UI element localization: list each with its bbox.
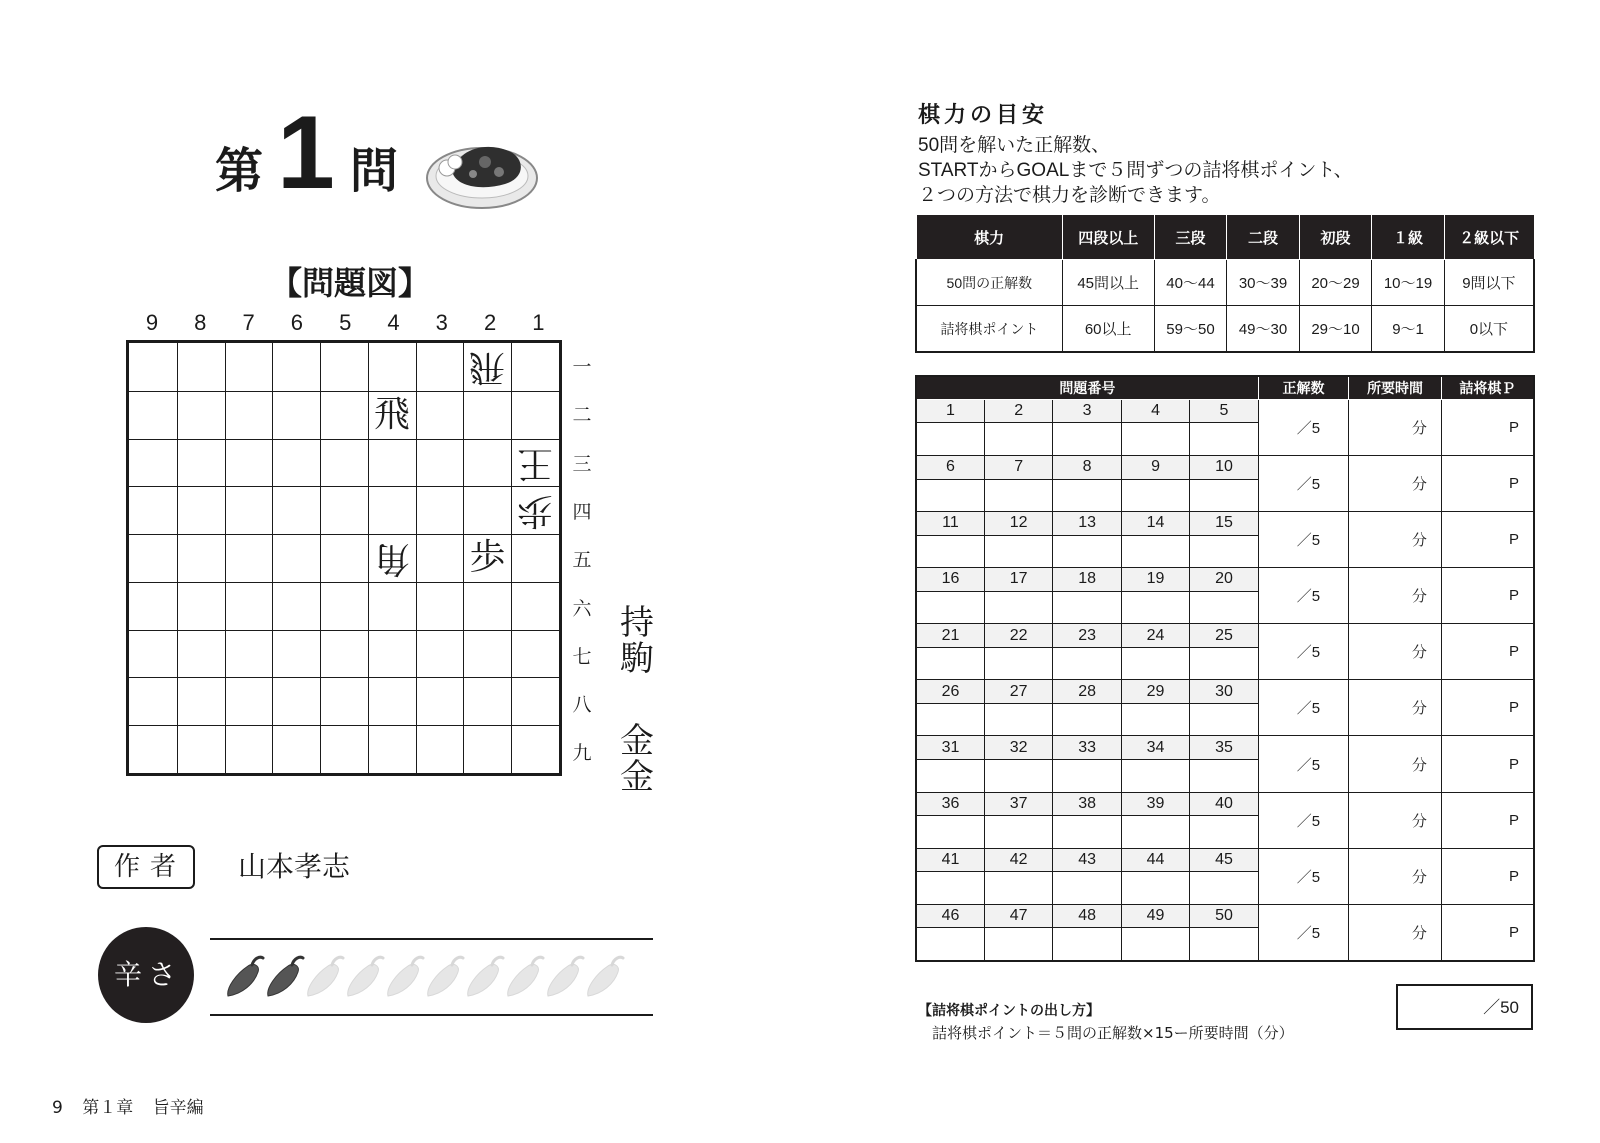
problem-number-cell: 33: [1053, 736, 1121, 759]
header-cell: 正解数: [1258, 376, 1349, 400]
answer-cell[interactable]: [1190, 928, 1258, 961]
problem-number-cell: 49: [1121, 904, 1189, 927]
answer-cell[interactable]: [1190, 759, 1258, 792]
answer-cell[interactable]: [1190, 591, 1258, 624]
problem-number-cell: 16: [916, 568, 984, 591]
answer-cell[interactable]: [916, 759, 984, 792]
table-cell: 詰将棋ポイント: [916, 306, 1062, 353]
correct-count-cell[interactable]: ／5: [1258, 624, 1349, 680]
problem-number-cell: 13: [1053, 512, 1121, 535]
spice-rule-bottom: [210, 1014, 653, 1016]
table-cell: 9問以下: [1444, 260, 1534, 306]
problem-number-cell: 44: [1121, 848, 1189, 871]
pepper-empty-icon: [302, 952, 346, 1002]
pieces-in-hand: [612, 605, 662, 795]
rank-label: 三: [572, 452, 592, 475]
answer-cell[interactable]: [916, 591, 984, 624]
problem-number-cell: 31: [916, 736, 984, 759]
answer-cell[interactable]: [916, 647, 984, 680]
spice-rule-top: [210, 938, 653, 940]
table-row: [916, 306, 1534, 353]
problem-number-cell: 45: [1190, 848, 1258, 871]
table-cell: 9〜1: [1372, 306, 1445, 353]
points-cell[interactable]: P: [1441, 400, 1534, 456]
correct-count-cell[interactable]: ／5: [1258, 848, 1349, 904]
problem-number-cell: 5: [1190, 400, 1258, 423]
table-cell: 20〜29: [1299, 260, 1372, 306]
answer-cell[interactable]: [1121, 647, 1189, 680]
points-cell[interactable]: P: [1441, 512, 1534, 568]
problem-number-cell: 14: [1121, 512, 1189, 535]
board-gridline: [129, 486, 559, 487]
score-number-row: [916, 848, 1534, 871]
answer-cell[interactable]: [1190, 423, 1258, 456]
hand-char: 金: [620, 757, 654, 797]
board-gridline: [129, 630, 559, 631]
table-cell: 0以下: [1444, 306, 1534, 353]
answer-cell[interactable]: [1190, 535, 1258, 568]
answer-cell[interactable]: [1121, 872, 1189, 905]
problem-number-cell: 25: [1190, 624, 1258, 647]
author-label: 作者: [97, 845, 195, 889]
answer-cell[interactable]: [916, 703, 984, 736]
page-footer: [52, 1093, 218, 1118]
answer-cell[interactable]: [1190, 703, 1258, 736]
problem-number-cell: 23: [1053, 624, 1121, 647]
pepper-empty-icon: [342, 952, 386, 1002]
curry-plate-icon: [425, 128, 540, 213]
file-label: 6: [290, 310, 304, 335]
problem-number-cell: 18: [1053, 568, 1121, 591]
answer-cell[interactable]: [1053, 591, 1121, 624]
header-cell: 詰将棋Ｐ: [1441, 376, 1534, 400]
problem-number-cell: 9: [1121, 456, 1189, 479]
intro-line: 50問を解いた正解数、: [918, 135, 1111, 156]
header-cell: 初段: [1299, 215, 1372, 260]
pepper-empty-icon: [462, 952, 506, 1002]
problem-number-cell: 41: [916, 848, 984, 871]
answer-cell[interactable]: [1053, 759, 1121, 792]
correct-count-cell[interactable]: ／5: [1258, 456, 1349, 512]
score-number-row: [916, 624, 1534, 647]
file-label: 3: [435, 310, 448, 335]
problem-title-suffix: 問: [350, 143, 399, 199]
problem-number-cell: 21: [916, 624, 984, 647]
strength-table: [915, 214, 1535, 353]
spice-rating: [222, 952, 642, 1002]
points-cell[interactable]: P: [1441, 624, 1534, 680]
answer-cell[interactable]: [1190, 479, 1258, 512]
correct-count-cell[interactable]: ／5: [1258, 904, 1349, 961]
rank-label: 二: [572, 404, 592, 427]
time-cell[interactable]: 分: [1349, 456, 1442, 512]
problem-number-cell: 48: [1053, 904, 1121, 927]
score-number-row: [916, 456, 1534, 479]
shogi-piece: 歩: [469, 537, 506, 579]
problem-title-prefix: 第: [215, 143, 264, 199]
problem-number-cell: 3: [1053, 400, 1121, 423]
problem-number-cell: 34: [1121, 736, 1189, 759]
problem-number-cell: 32: [984, 736, 1052, 759]
answer-cell[interactable]: [916, 872, 984, 905]
score-number-row: [916, 568, 1534, 591]
answer-cell[interactable]: [1053, 647, 1121, 680]
rank-label: 五: [572, 549, 592, 572]
answer-cell[interactable]: [916, 479, 984, 512]
problem-number-cell: 24: [1121, 624, 1189, 647]
hand-char: 駒: [620, 639, 654, 679]
pepper-filled-icon: [262, 952, 306, 1002]
problem-number-cell: 46: [916, 904, 984, 927]
pepper-empty-icon: [542, 952, 586, 1002]
answer-cell[interactable]: [1121, 759, 1189, 792]
score-number-row: [916, 680, 1534, 703]
score-header-row: [916, 376, 1534, 400]
points-cell[interactable]: P: [1441, 792, 1534, 848]
score-sheet: [915, 375, 1535, 962]
time-cell[interactable]: 分: [1349, 904, 1442, 961]
board-gridline: [129, 677, 559, 678]
problem-number-cell: 38: [1053, 792, 1121, 815]
table-cell: 49〜30: [1227, 306, 1300, 353]
problem-number-cell: 2: [984, 400, 1052, 423]
page-number: 9: [52, 1098, 63, 1118]
header-cell: 三段: [1154, 215, 1227, 260]
correct-count-cell[interactable]: ／5: [1258, 680, 1349, 736]
table-row: [916, 260, 1534, 306]
rank-labels: [570, 340, 600, 780]
answer-cell[interactable]: [916, 816, 984, 849]
answer-cell[interactable]: [1053, 816, 1121, 849]
answer-cell[interactable]: [1121, 423, 1189, 456]
file-labels: [128, 310, 568, 338]
strength-guide-title: 棋力の目安: [918, 103, 1049, 128]
table-cell: 10〜19: [1372, 260, 1445, 306]
time-cell[interactable]: 分: [1349, 512, 1442, 568]
board-gridline: [129, 439, 559, 440]
method-formula: 詰将棋ポイント＝５問の正解数×15ー所要時間（分）: [932, 1024, 1294, 1042]
rank-label: 四: [572, 500, 592, 523]
total-score-box: ／50: [1396, 984, 1533, 1030]
board-gridline: [320, 343, 321, 773]
time-cell[interactable]: 分: [1349, 568, 1442, 624]
answer-cell[interactable]: [1121, 535, 1189, 568]
pepper-filled-icon: [222, 952, 266, 1002]
header-cell: 問題番号: [916, 376, 1258, 400]
score-number-row: [916, 904, 1534, 927]
rank-label: 六: [572, 597, 592, 620]
chapter-label: 第１章: [82, 1098, 134, 1118]
problem-number-cell: 27: [984, 680, 1052, 703]
answer-cell[interactable]: [984, 479, 1052, 512]
file-label: 1: [532, 310, 545, 335]
score-number-row: [916, 792, 1534, 815]
problem-number-cell: 4: [1121, 400, 1189, 423]
section-label: 旨辛編: [152, 1098, 204, 1118]
answer-cell[interactable]: [984, 423, 1052, 456]
shogi-piece: 飛: [469, 347, 506, 388]
pepper-empty-icon: [422, 952, 466, 1002]
table-cell: 59〜50: [1154, 306, 1227, 353]
problem-number-cell: 50: [1190, 904, 1258, 927]
problem-number-cell: 17: [984, 568, 1052, 591]
time-cell[interactable]: 分: [1349, 848, 1442, 904]
table-cell: 50問の正解数: [916, 260, 1062, 306]
answer-cell[interactable]: [984, 647, 1052, 680]
problem-number-cell: 26: [916, 680, 984, 703]
rank-label: 七: [572, 645, 592, 668]
score-number-row: [916, 736, 1534, 759]
header-cell: １級: [1372, 215, 1445, 260]
spice-badge: 辛さ: [98, 927, 194, 1023]
answer-cell[interactable]: [1190, 816, 1258, 849]
answer-cell[interactable]: [1121, 703, 1189, 736]
file-label: 2: [483, 310, 497, 335]
shogi-piece: 王: [517, 442, 554, 484]
problem-number-cell: 8: [1053, 456, 1121, 479]
table-cell: 29〜10: [1299, 306, 1372, 353]
answer-cell[interactable]: [1190, 647, 1258, 680]
time-cell[interactable]: 分: [1349, 680, 1442, 736]
problem-number-cell: 40: [1190, 792, 1258, 815]
problem-number-cell: 11: [916, 512, 984, 535]
author-name: 山本孝志: [238, 850, 351, 883]
problem-number-cell: 28: [1053, 680, 1121, 703]
problem-number-cell: 47: [984, 904, 1052, 927]
problem-number-cell: 7: [984, 456, 1052, 479]
answer-cell[interactable]: [984, 872, 1052, 905]
hand-char: 持: [620, 603, 654, 643]
hand-char: 金: [620, 721, 654, 761]
problem-number-cell: 1: [916, 400, 984, 423]
answer-cell[interactable]: [1190, 872, 1258, 905]
problem-number-cell: 29: [1121, 680, 1189, 703]
board-gridline: [225, 343, 226, 773]
file-label: 9: [145, 310, 159, 335]
answer-cell[interactable]: [1053, 872, 1121, 905]
correct-count-cell[interactable]: ／5: [1258, 400, 1349, 456]
board-gridline: [129, 725, 559, 726]
header-cell: 四段以上: [1062, 215, 1154, 260]
problem-number-cell: 43: [1053, 848, 1121, 871]
points-cell[interactable]: P: [1441, 904, 1534, 961]
intro-line: STARTからGOALまで５問ずつの詰将棋ポイント、: [918, 160, 1353, 181]
problem-number-cell: 30: [1190, 680, 1258, 703]
answer-cell[interactable]: [1053, 535, 1121, 568]
strength-header-row: [916, 215, 1534, 260]
intro-line: ２つの方法で棋力を診断できます。: [918, 185, 1221, 206]
answer-cell[interactable]: [1053, 479, 1121, 512]
file-label: 4: [387, 310, 400, 335]
answer-cell[interactable]: [984, 928, 1052, 961]
problem-number-cell: 42: [984, 848, 1052, 871]
shogi-piece: 歩: [517, 490, 554, 532]
diagram-title: 【問題図】: [270, 264, 431, 302]
method-title: 【詰将棋ポイントの出し方】: [918, 1003, 1100, 1019]
hand-label: [612, 605, 662, 677]
header-cell: 二段: [1227, 215, 1300, 260]
answer-cell[interactable]: [916, 928, 984, 961]
time-cell[interactable]: 分: [1349, 792, 1442, 848]
problem-number-cell: 35: [1190, 736, 1258, 759]
pepper-empty-icon: [502, 952, 546, 1002]
file-label: 8: [194, 310, 207, 335]
problem-number-cell: 36: [916, 792, 984, 815]
pepper-empty-icon: [582, 952, 626, 1002]
problem-number-cell: 12: [984, 512, 1052, 535]
time-cell[interactable]: 分: [1349, 400, 1442, 456]
answer-cell[interactable]: [984, 816, 1052, 849]
shogi-piece: 飛: [373, 393, 410, 435]
shogi-board: [126, 340, 562, 776]
correct-count-cell[interactable]: ／5: [1258, 568, 1349, 624]
board-gridline: [272, 343, 273, 773]
rank-label: 九: [572, 742, 592, 765]
answer-cell[interactable]: [1053, 703, 1121, 736]
points-cell[interactable]: P: [1441, 680, 1534, 736]
answer-cell[interactable]: [916, 423, 984, 456]
problem-number-cell: 19: [1121, 568, 1189, 591]
table-cell: 60以上: [1062, 306, 1154, 353]
header-cell: 所要時間: [1349, 376, 1442, 400]
answer-cell[interactable]: [1053, 423, 1121, 456]
answer-cell[interactable]: [1121, 928, 1189, 961]
problem-number-cell: 10: [1190, 456, 1258, 479]
answer-cell[interactable]: [984, 703, 1052, 736]
answer-cell[interactable]: [984, 591, 1052, 624]
header-cell: ２級以下: [1444, 215, 1534, 260]
score-number-row: [916, 400, 1534, 423]
answer-cell[interactable]: [916, 535, 984, 568]
table-cell: 30〜39: [1227, 260, 1300, 306]
points-cell[interactable]: P: [1441, 848, 1534, 904]
pepper-empty-icon: [382, 952, 426, 1002]
answer-cell[interactable]: [1121, 479, 1189, 512]
problem-number-cell: 22: [984, 624, 1052, 647]
table-cell: 45問以上: [1062, 260, 1154, 306]
problem-number-cell: 15: [1190, 512, 1258, 535]
strength-intro: [918, 133, 1353, 208]
problem-number-cell: 20: [1190, 568, 1258, 591]
points-cell[interactable]: P: [1441, 456, 1534, 512]
points-cell[interactable]: P: [1441, 568, 1534, 624]
answer-cell[interactable]: [1121, 591, 1189, 624]
header-cell: 棋力: [916, 215, 1062, 260]
problem-number-cell: 6: [916, 456, 984, 479]
answer-cell[interactable]: [1053, 928, 1121, 961]
rank-label: 一: [572, 356, 592, 378]
answer-cell[interactable]: [984, 759, 1052, 792]
time-cell[interactable]: 分: [1349, 736, 1442, 792]
score-number-row: [916, 512, 1534, 535]
correct-count-cell[interactable]: ／5: [1258, 736, 1349, 792]
table-cell: 40〜44: [1154, 260, 1227, 306]
file-label: 7: [242, 310, 255, 335]
answer-cell[interactable]: [984, 535, 1052, 568]
correct-count-cell[interactable]: ／5: [1258, 792, 1349, 848]
hand-pieces: [612, 723, 662, 795]
shogi-piece: 角: [373, 538, 410, 580]
answer-cell[interactable]: [1121, 816, 1189, 849]
board-gridline: [177, 343, 178, 773]
points-cell[interactable]: P: [1441, 736, 1534, 792]
problem-number-cell: 39: [1121, 792, 1189, 815]
rank-label: 八: [572, 694, 592, 717]
problem-number: 1: [277, 95, 333, 211]
correct-count-cell[interactable]: ／5: [1258, 512, 1349, 568]
time-cell[interactable]: 分: [1349, 624, 1442, 680]
problem-number-cell: 37: [984, 792, 1052, 815]
file-label: 5: [339, 310, 352, 335]
